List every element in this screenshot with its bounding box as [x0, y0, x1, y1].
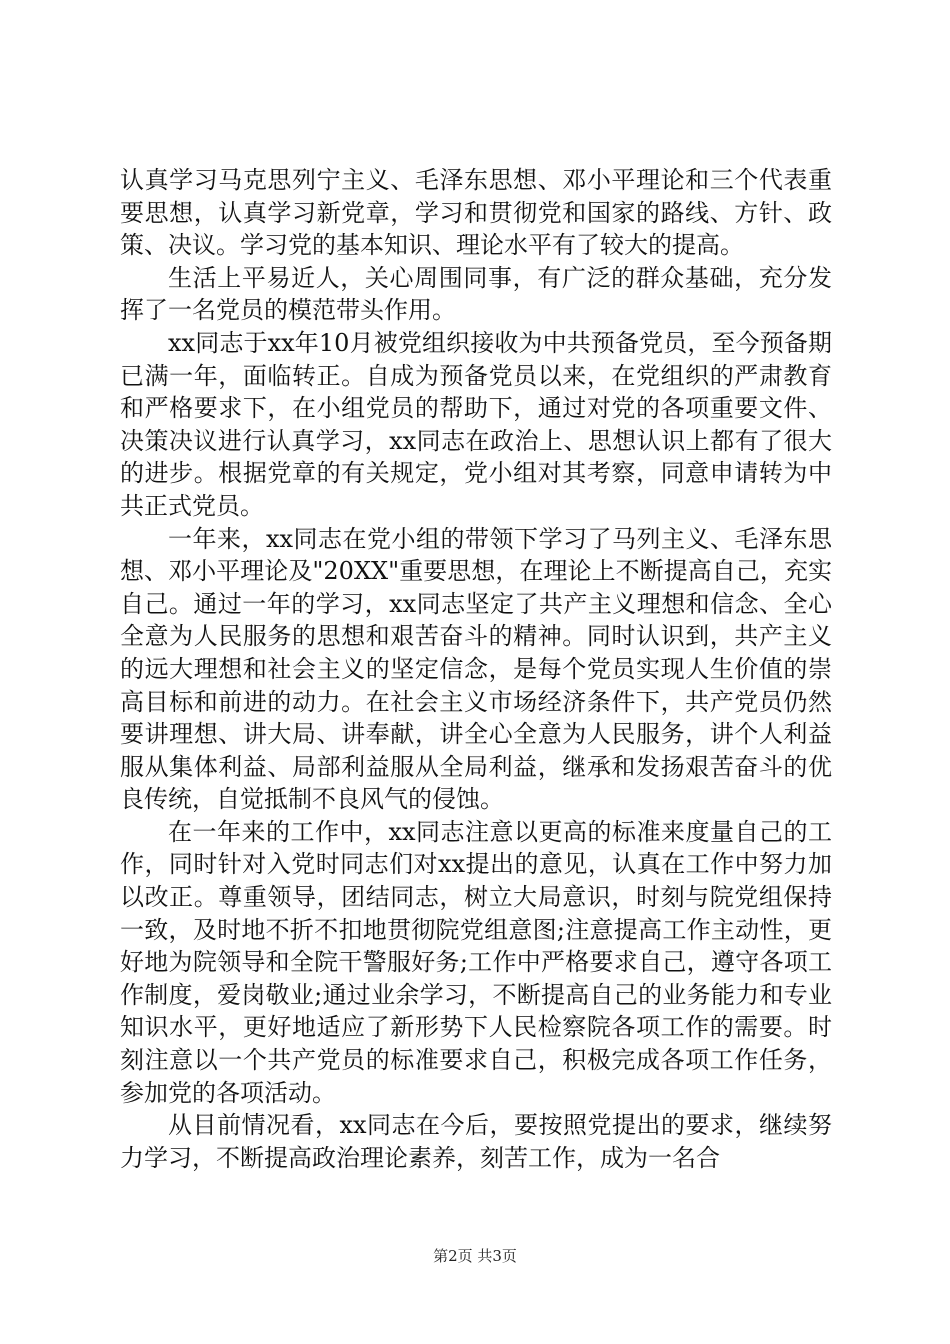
- paragraph-2: 生活上平易近人，关心周围同事，有广泛的群众基础，充分发挥了一名党员的模范带头作用。: [120, 263, 832, 325]
- paragraph-1: 认真学习马克思列宁主义、毛泽东思想、邓小平理论和三个代表重要思想，认真学习新党章，学习和贯彻党和国家的路线、方针、政策、决议。学习党的基本知识、理论水平有了较大的提高。: [120, 166, 832, 260]
- paragraph-6: 从目前情况看，xx同志在今后，要按照党提出的要求，继续努力学习，不断提高政治理论素养，刻苦工作，成为一名合: [120, 1111, 832, 1172]
- paragraph-5: 在一年来的工作中，xx同志注意以更高的标准来度量自己的工作，同时针对入党时同志们对xx提出的意见，认真在工作中努力加以改正。尊重领导，团结同志，树立大局意识，时刻与院党组保持一致，及时地不折不扣地贯彻院党组意图;注意提高工作主动性，更好地为院领导和全院干警服好务;工作中严格要求自己，遵守各项工作制度，爱岗敬业;通过业余学习，不断提高自己的业务能力和专业知识水平，更好地适应了新形势下人民检察院各项工作的需要。时刻注意以一个共产党员的标准要求自己，积极完成各项工作任务，参加党的各项活动。: [120, 817, 832, 1107]
- page-footer: 第2页 共3页: [433, 1247, 517, 1265]
- paragraph-3: xx同志于xx年10月被党组织接收为中共预备党员，至今预备期已满一年，面临转正。自成为预备党员以来，在党组织的严肃教育和严格要求下，在小组党员的帮助下，通过对党的各项重要文件、决策决议进行认真学习，xx同志在政治上、思想认识上都有了很大的进步。根据党章的有关规定，党小组对其考察，同意申请转为中共正式党员。: [120, 328, 832, 520]
- document-body: [120, 164, 832, 1174]
- paragraph-4: 一年来，xx同志在党小组的带领下学习了马列主义、毛泽东思想、邓小平理论及"20XX"重要思想，在理论上不断提高自己，充实自己。通过一年的学习，xx同志坚定了共产主义理想和信念、全心全意为人民服务的思想和艰苦奋斗的精神。同时认识到，共产主义的远大理想和社会主义的坚定信念，是每个党员实现人生价值的崇高目标和前进的动力。在社会主义市场经济条件下，共产党员仍然要讲理想、讲大局、讲奉献，讲全心全意为人民服务，讲个人利益服从集体利益、局部利益服从全局利益，继承和发扬艰苦奋斗的优良传统，自觉抵制不良风气的侵蚀。: [120, 524, 832, 814]
